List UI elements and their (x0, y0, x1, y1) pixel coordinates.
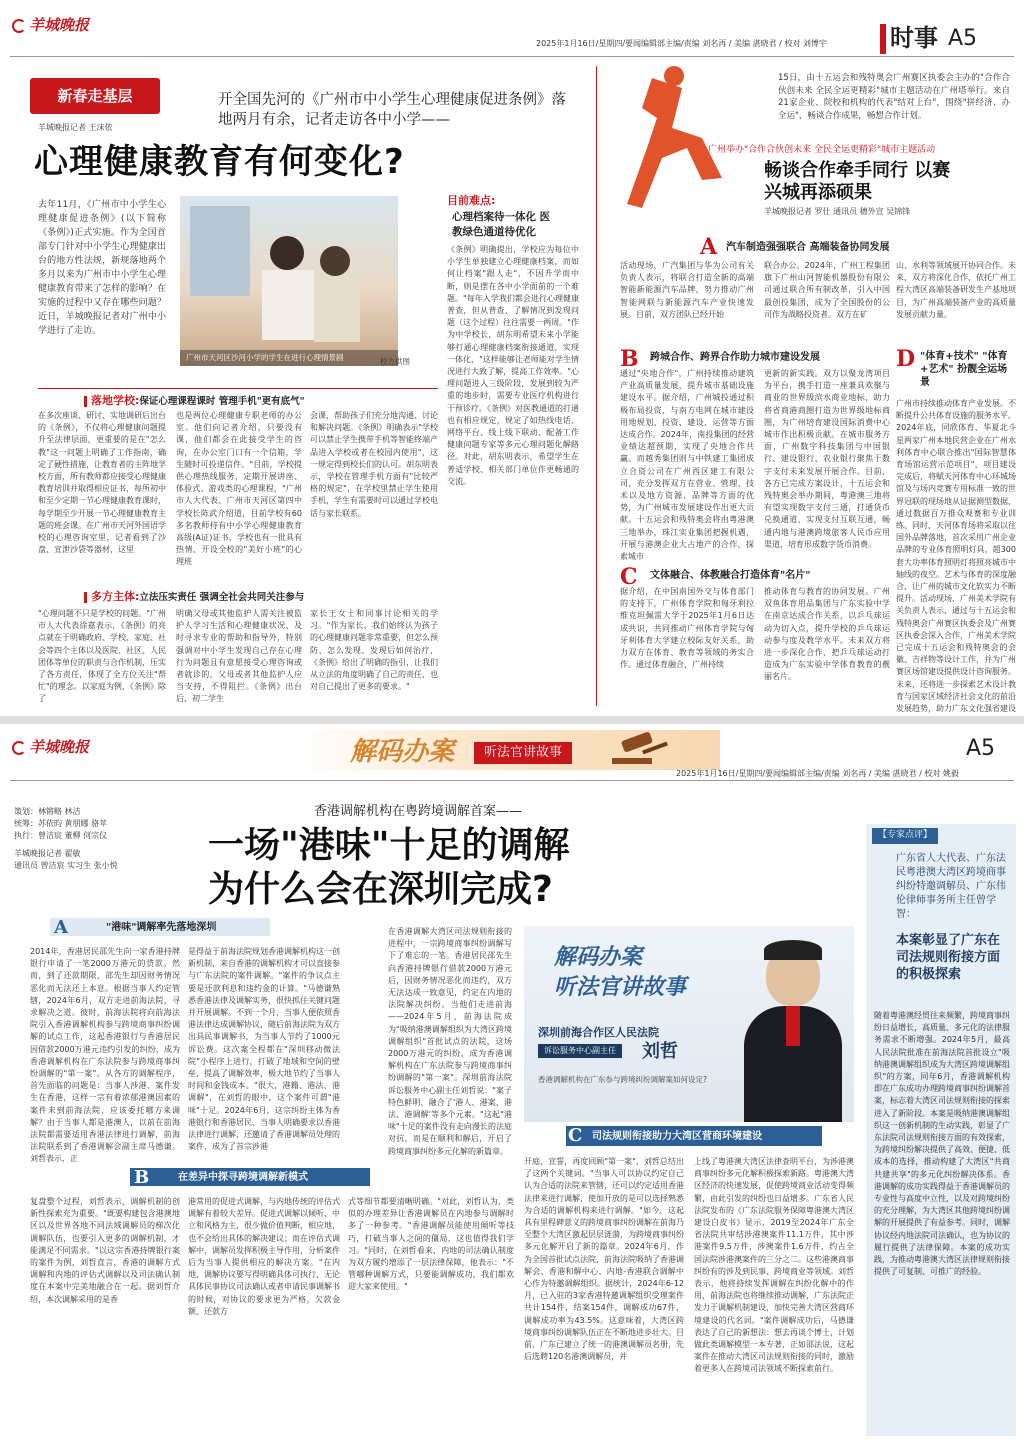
section-letter-a: A (54, 917, 68, 938)
section-letter-d: D (896, 346, 916, 372)
article-kicker: 开全国先河的《广州市中小学生心理健康促进条例》落地两月有余，记者走访各中小学—— (218, 92, 566, 128)
sec1-col2: 也是两位心理健康专职老师的办公室。他们向记者介绍，只要没有课，他们都会在此接受学生的咨询，在办公室门口有一个信箱，学生随时可投递信件。"目前，学校提供心理热线服务，定期开展讲座、体验式、游戏类的心理课程，"广州市人大代表、广州市天河区第四中学校长陈武介绍道，目前学校有60多名教师持有中小学心理健康教育高级(A证)证书，学校也有一批具有热情、开设全校的"美好小班"的心理班 (176, 411, 302, 567)
banner-label: 新春走基层 (30, 78, 160, 114)
section-rule (38, 388, 438, 389)
section-a-title: 汽车制造强强联合 高端装备协同发展 (726, 242, 890, 253)
section-b-col2: 港常用的促进式调解，与内地传统的评估式调解有着较大差异。促进式调解以倾听、中立和风格为主，很少做价值判断，相应地，也不会给出具体的解决建议；而在评估式调解中，调解员发挥积极主导作用，分析案件后为当事人提供相应的解决方案。"在内地，调解协议要写得明确具体可执行，无论具体民事协议司法确认或者申请民事调解书的时候，对协议的要求更为严格，欠款金额、还款方 (188, 1197, 340, 1316)
portrait-tie (786, 1006, 800, 1046)
section-c-title: 司法规则衔接助力大湾区营商环境建设 (592, 1131, 762, 1142)
card-role: 诉讼服务中心副主任 (538, 1044, 622, 1058)
photo-credit: 校方供图 (380, 357, 410, 366)
subhead-bar (84, 396, 87, 407)
section-a-title: "港味"调解率先落地深圳 (106, 922, 217, 933)
card-title-2: 听法官讲故事 (554, 974, 687, 1000)
judge-card (524, 926, 854, 1122)
runner-graphic (612, 68, 772, 218)
headline-line-1: 一场"港味"十足的调解 (208, 825, 570, 866)
section-a-col2: 是得益于前海法院规划香港调解机构这一创新机制，来自香港的调解机构才可以直接参与广东法院的案件调解。"案件的争议点主要是还款利息和违约金的计算。"马德谦熟悉香港法律及调解实务，很快抓住关键问题并开展调解。不到一个月，当事人便依照香港法律达成调解协议，随后前海法院为双方出具民事调解书，为当事人节约了1000元诉讼费。这次案全程都在"深圳移动微法院"小程序上进行，打破了地域和空间的壁垒，提高了调解效率，极大地节约了当事人时间和金钱成本。"很大，港籍、港法、港调解"，在刘哲的眼中，这个案件可谓"港味"十足。2024年6月，这宗纠纷主体为香港银行和香港居民、当事人明确要求以香港法律进行调解，还邀请了香港调解员处理的案件，成为了首宗涉港 (188, 947, 340, 1152)
section-a-col1: 2014年，香港居民邵先生向一家香港持牌银行申请了一笔2000万港元的贷款。然而，到了还款期限，邵先生却因财务情况恶化而无法还上本息。根据当事人约定管辖，2024年6月，双方走进前海法院，寻求解决之道。彼时，前海法院将向前海法院引入香港调解机构参与跨境商事纠纷调解的试点工作，这起香港银行与香港居民因借款2000万港元违约引发的纠纷，成为香港调解机构在广东法院参与跨境商事纠纷调解的"第一案"。从各方的调解程序，首先面临的问题是：当事人涉港、案件发生在香港，这样一宗有着浓郁港澳因素的案件未到前海法院，应该委托哪方来调解？由于当事人都是港澳人，以前在前海法院都需要适用香港法律进行调解，前海法院联系到了香港调解会副主席马德谦。刘哲表示，正 (30, 947, 180, 1164)
staff-credits (14, 806, 118, 872)
newspaper-logo: 羊城晚报 (12, 736, 89, 759)
section-b-col1: 复盘整个过程，刘哲表示，调解机制的创新性探索充为重要。"既要构建包含港澳地区以及世界各地不同法域调解员的梯次化调解队伍，也要引入更多的调解机制，才能满足不同需求。"以这宗香港持牌银行案的案件为例，刘哲直言，香港的调解方式调解和内地的评估式调解以及司法确认制度在本案中完美地融合在一起。据刘哲介绍，本次调解采用的是香 (30, 1197, 180, 1304)
dateline: 2025年1月16日/星期四/要闻编辑部主编/责编 刘名再 / 美编 湛晓君 / 校对 姚毅 (676, 769, 959, 778)
runner-icon (627, 78, 722, 208)
byline: 羊城晚报记者 翟敏 (14, 849, 81, 858)
header-rule (10, 780, 1014, 781)
photo-shelf (190, 206, 250, 296)
section-d-title: "体育+技术" "体育+艺术" 扮靓全运场景 (920, 351, 1008, 388)
difficulty-label: 目前难点: (447, 194, 496, 207)
section-letter-b: B (620, 346, 639, 372)
page-gap (0, 716, 1024, 724)
photo-caption: 广州市天河区沙河小学的学生在进行心理情景剧 (180, 350, 398, 366)
section-d-body: 广州市持续推动体育产业发展。不断提升公共体育设施的服务水平。2024年底，同欣体育、华夏北斗星两家广州本地民营企业在广州水利体育中心联合推出"国际智慧体育场馆运营示范项目"，项目建设完成后，将赋天河体育中心环城场馆及与场内竞赛专用标准一致的世界冠联的现场地从证据测型数据，通过数据百万推众观赛和专业训练。同时，天河体育场将采取以往国外品牌落地，首次采用广州企业品牌的专业体育照明灯具，超300套大功率体育照明灯将照亮城市中轴线的夜空。艺术与体育的深度融合，让广州的城市文化软实力不断提升。活动现场，广州美术学院有关负责人表示，通过与十五运会和残特奥会广州赛区执委会及广州赛区执委会深入合作，广州美术学院已完成十五运会和残特奥会的会徽、吉祥物等设计工作，并为广州赛区场馆建设提供设计咨询服务。未来，还将进一步探索艺术设计教育与国家区域经济社会文化的前沿发展趋势，助力广东文化强省建设 (896, 399, 1016, 714)
sec2-col3: 家长王女士和同事讨论相关的学习。"作为家长，我们始终认为孩子的心理健康问题非常重要，但怎么预防、怎么发现、发现后如何治疗，《条例》给出了明确的指引，让我们从立法的角度明确了自己的责任，也对自己提出了更多的要求。" (310, 609, 438, 692)
section-name: 时事 (890, 24, 938, 52)
section-marker (880, 24, 886, 54)
expert-tag: 【专家点评】 (872, 828, 938, 844)
newspaper-logo: 羊城晚报 (12, 14, 89, 37)
subhead-bar (84, 592, 87, 603)
photo-figure (314, 276, 360, 342)
column-divider (596, 66, 597, 706)
banner-subtitle: 听法官讲故事 (474, 742, 572, 764)
section-a-col3: 在香港调解大湾区司法规则衔接的进程中，一宗跨境商事纠纷调解写下了难忘的一笔。香港居民邵先生向香港持牌银行借款2000万港元后，因财务情况恶化而违约，双方无法达成一致意见，约定在内地的法院解决纠纷。当他们走进前海——2024年5月，前海法院成为"吸纳港澳调解组织为大湾区跨境调解组织"首批试点的法院，这场2000万港元的纠纷，成为香港调解机构在广东法院参与跨境商事纠纷调解的"第一案"。深圳前海法院诉讼服务中心副主任刘哲说："案子特色鲜明，融合了'港人、港案、港法、港调解'等多个元素。"这起"港味"十足的案件没有走向漫长的法庭对抗，而是在顺利和解后，开启了跨境商事纠纷多元化解的新篇章。 (388, 927, 512, 1156)
section-c-col2: 推动体育与教育的协同发展。广州双鱼体育用品集团与广东实验中学在南京达成合作关系，以乒乓球运动为切入点，提升学校的乒乓球运动参与度及教学水平。未来双方将进一步深化合作，把乒乓球运动打造成为广东实验中学体育教育的靓丽名片。 (764, 587, 890, 682)
card-question: 香港调解机构在广东参与跨境纠纷调解案如何设定? (538, 1075, 707, 1084)
section-c-title: 文体融合、体教融合打造体育"名片" (650, 570, 811, 581)
staff-line: 执行：曾洁宸 董柳 何宗仪 (14, 831, 108, 840)
subhead-schools: 落地学校:保证心理课程课时 管理手机"更有底气" (84, 392, 305, 410)
section-letter-c: C (620, 564, 638, 590)
page-number: A5 (966, 736, 996, 761)
gavel-graphic (612, 730, 672, 766)
section-b-title: 在差异中探寻跨境调解新模式 (178, 1172, 308, 1183)
section-d-prelude: 山、水利等领域展开协同合作。未来，双方将深化合作，依托广州工程大湾区高端装备研发生产基地项目，为广州高端装备产业的高质量发展贡献力量。 (896, 261, 1016, 319)
section-a-col1: 活动现场，广汽集团与华为公司有关负责人表示，将联合打造全新的高端智能新能源汽车品牌，努力推动广州智能网联与新能源汽车产业快速发展。目前，双方团队已经开始 (620, 261, 754, 319)
expert-body: 随着粤港澳经贸往来频繁，跨境商事纠纷日益增长，高质量、多元化的法律服务需求不断增强。2024年5月，最高人民法院批准在前海法院首批设立"吸纳港澳调解组织成为大湾区跨境调解组织"的方案，同年6月，香港调解机构即在广东成功办理跨境商事纠纷调解首案，标志着大湾区司法规则衔接的探索进入了新阶段。本案是吸纳港澳调解组织这一创新机制的生动实践，彰显了广东法院司法规则衔接方面的有效探索，为跨境纠纷解决提供了高效、便捷、低成本的选择，推动构建了大湾区"共商共建共享"的多元化纠纷解决体系。香港调解的成功实践得益于香港调解员的专业性与高度中立性，以及对跨境纠纷的充分理解，为大湾区其他跨境纠纷调解的开展提供了有益参考。同时，调解协议经内地法院司法确认，也为协议的履行提供了法律保障。本案的成功实践，为推动粤港澳大湾区法律规则衔接提供了可复制、可推广的经验。 (874, 1011, 1010, 1277)
judge-portrait (744, 940, 842, 1122)
headline-line-2: 为什么会在深圳完成? (208, 869, 553, 910)
portrait-hair (764, 940, 822, 960)
staff-line: 策划：林锵略 林洁 (14, 807, 81, 816)
page-number: A5 (948, 26, 978, 51)
banner-title: 解码办案 (350, 737, 455, 767)
article-headline: 心理健康教育有何变化? (34, 142, 405, 182)
photo-figure (270, 236, 304, 270)
article-lead: 去年11月，《广州市中小学生心理健康促进条例》(以下简称《条例》)正式实施。作为全国首部专门针对中小学生心理健康出台的地方性法规，新规落地两个多月以来为广州市中小学生心理健康教育带来了怎样的影响？在实施的过程中又存在哪些问题？近日，羊城晚报记者对广州中小学进行了走访。 (38, 200, 166, 336)
section-letter-b: B (134, 1167, 150, 1188)
section-c-col2: 上线了粤港澳大湾区法律查明平台，为涉港澳商事纠纷多元化解积极探索新路。粤港澳大湾区经济的快速发展，促使跨境商业活动变得频繁，由此引发的纠纷也日益增多。广东省人民法院发布的《广东法院服务保障粤港澳大湾区建设白皮书》显示，2019至2024年广东全省法院共审结涉港澳案件11.1万件，其中涉港案件9.5万件，涉澳案件1.6万件，约占全国法院涉港澳案件的三分之二。这些港澳商事纠纷有的涉及到民事、跨境商业等领域。刘哲表示，他将持续发挥调解在纠纷化解中的作用，前海法院也将继续推动调解，广东法院正发力于调解机制建设，加快完善大湾区营商环境建设的代名词。"案件调解成功后，马德谦表达了自己的新想法：想去再谈个博士，计划做此类调解模型一本专著，正如邵法说，这起案件在推动大湾区司法规则衔接的同时，激励着更多人在跨境司法领域不断探索前行。 (694, 1157, 854, 1374)
article-kicker: 香港调解机构在粤跨境调解首案—— (314, 804, 523, 819)
card-name: 刘哲 (642, 1041, 678, 1062)
section-b-col1: 通过"央地合作"，广州持续推动建筑产业高质量发展，提升城市基础设施建设水平。据介绍，广州城投通过积极布局投资，与南方电网在城市建设用地规划、投资、建设、运营等方面达成合作。2024年，南投集团的经营业绩达超预期，实现了央地合作共赢。而越秀集团则与中铁建工集团成立合资公司在广州西区建工有限公司，充分发挥双方在营业、管理、技术以及地方资源、品牌等方面的优势，为广州城市发展建设作出更大贡献。十五运会和残特奥会将由粤港澳三地举办，珠江实业集团把握机遇，开展与港澳企业大占地产的合作，探索城市 (620, 369, 754, 562)
section-letter-a: A (700, 234, 718, 260)
staff-line: 统筹：苏依昀 黄朋娜 骆苹 (14, 819, 108, 828)
runner-head-icon (664, 66, 684, 86)
page-bottom (0, 724, 1024, 1442)
card-organization: 深圳前海合作区人民法院 (538, 1026, 659, 1039)
expert-box (866, 824, 1016, 1436)
photo-figure (262, 270, 314, 340)
dateline: 2025年1月16日/星期四/要闻编辑部主编/责编 刘名再 / 美编 湛晓君 / 校对 刘博宇 (536, 39, 827, 48)
difficulty-body: 《条例》明确提出，学校应为每位中小学生单独建立心理健康档案，而如何让档案"跟人走"，不因升学而中断，则是摆在各中小学面前的一个难题。"每年入学我们都会进行心理健康普查，但从普查、了解情况到发现问题（这个过程）往往需要一两周。"作为中学校长，胡东明希望未来小学能够打通心理健康档案衔接通道，实现一体化，"这样能够让老师能对学生情况进行大致了解，提高工作效率。"心理问题进入三级阶段，发展到较为严重的地步时，需要专业医疗机构进行干预诊疗。《条例》对医教通道的打通也有相应规定，规定了如热线电话、网络平台、线上线下联动、配备工作健康问题专家等多元心理问题化解路径。对此，胡东明表示，希望学生在普适学校、相关部门单位作更畅通的交流。 (447, 245, 579, 486)
article-photo (180, 196, 398, 366)
photo-figure (320, 246, 350, 276)
sec1-col1: 在多次座谈、研讨、实地调研后出台的《条例》，不仅将心理健康问题提升至法律层面，更重要的是在"怎么教"这一问题上明确了工作指南，确定了硬性措施，让教育者的主阵地学校方面，所有教师都应接受心理健康教育培训并取得相应证书，每所初中和至少定期一节心理健康教育课时，每学期至少开展一节心理健康教育主题的班会课。在广州市天河外国语学校的心理咨询室里，记者看到了沙盘、宣泄沙袋等器材，这里 (38, 411, 166, 555)
section-c-col1: 开庭、宣誓，再度回顾"第一案"，刘哲总结出了这两个关键词。"当事人可以协议约定自己认为合适的法院来管辖，还可以约定适用香港法律来进行调解，使加开放的是可以选择熟悉为合适的调解机构来进行调解。"如今，这起具有里程碑意义的跨境商事纠纷调解在前海乃至整个大湾区激起层层涟漪，为跨境商事纠纷多元化解开启了新的篇章。2024年6月，作为全国首批试点法院，前海法院吸纳了香港调解会、香港和解中心、内地-香港联合调解中心作为特邀调解组织。据统计，2024年6-12月，已入驻的3家香港特邀调解组织受理案件共计154件，结案154件，调解成功67件，调解成功率为43.5%。这意味着，大湾区跨境商事纠纷调解队伍正在不断地进步壮大。目前，广东已建立了统一的港澳调解员名册，先后选聘120名港澳调解员，并 (524, 1157, 684, 1362)
section-b-title: 跨城合作、跨界合作助力城市建设发展 (650, 352, 820, 363)
expert-name: 广东省人大代表、广东法民粤港澳大湾区跨境商事纠纷特邀调解员、广东伟伦律师事务所主任曾学智： (896, 853, 1006, 920)
sec2-col2: 明确父母或其他监护人需关注被监护人学习生活和心理健康状况、及时寻求专业的帮助和指导外，特别强调对中小学生发现自己存在心理行为问题且有意愿接受心理咨询或者就诊的，父母或者其他监护人应当支持，不得阻拦。《条例》出台后，初二学生 (176, 609, 302, 704)
sec2-col1: "心理问题不只是学校的问题。"广州市人大代表徐嘉表示，《条例》的亮点就在于明确政府、学校、家庭、社会等四个主体以及医院、社区、人民团体等单位的职责与合作机制，压实了各方责任，体现了全方位关注"帮忙"的理念。以家庭为例，《条例》除了 (38, 609, 166, 704)
section-b-col2: 更新的新实践。双方以聚龙湾项目为平台，携手打造一座兼具欢聚与商业的世界级滨水商业地标，助力将省商港商圈打造为世界级地标商圈，为广州培育建设国际消费中心城市作出积极贡献。在城市服务方面，广州数字科技集团与中国银行、建设银行、农业银行聚焦于数字支付未来发展开展合作。目前，各方已完成方案设计，十五运会和残特奥会举办期间，粤港澳三地将有望实现数字支付三通，打通货币兑换通道，实现支付互联互通，畅通内地与港澳跨境旅客人民币应用渠道，培育形成数字货币消费。 (764, 369, 890, 549)
subhead-parties: 多方主体:立法压实责任 强调全社会共同关注参与 (84, 588, 304, 606)
section-a-col2: 联合办公。2024年，广州工程集团旗下广州山河智能机器股份有限公司通过联合所有制改革，引入中国最创投集团，成为了全国股份的公司作为战略投资者。双方在矿 (764, 261, 890, 319)
section-letter-c: C (568, 1125, 583, 1146)
logo-mark-icon (12, 19, 26, 33)
article-byline: 羊城晚报记者 王沫依 (38, 123, 113, 132)
logo-mark-icon (12, 741, 26, 755)
section-b-col3: 式等细节都要清晰明确。"对此，刘哲认为，类似的办理差异让香港调解员在内地参与调解时多了一种参考。"香港调解员能使用倾听等技巧，打破当事人之间的僵局，这也值得我们学习。"同时，在刘哲看来，内地的司法确认制度为双方履约增添了一层法律保障，他表示："不管哪种调解方式，只要能调解成功，我们都欢迎大家来使用。" (348, 1197, 514, 1292)
byline-2: 通讯员 曾洁宸 实习生 张小悦 (14, 861, 118, 870)
card-title-1: 解码办案 (554, 944, 643, 970)
right-kicker: 广州举办"合作合伙创未来 全民全运更精彩"城市主题活动 (708, 145, 936, 155)
sec1-col3: 会课，帮助孩子们充分地沟通、讨论和解决问题。《条例》明确表示"学校可以禁止学生携带手机等智能终端产品进入学校或者在校园内使用"，这一规定得到校长们的认可。胡东明表示，学校在管理手机方面有"比较严格的规定"，在学校里禁止学生使用手机，学生有需要时可以通过学校电话与家长联系。 (310, 411, 438, 518)
header-rule (10, 56, 1014, 57)
difficulty-title: 心理档案待一体化 医教绿色通道待优化 (452, 211, 551, 238)
right-intro: 15日，由十五运会和残特奥会广州赛区执委会主办的"合作合伙创未来 全民全运更精彩"城市主题活动在广州塔举行。来自21家企业、院校和机构的代表"结对上台"，围绕"拼经济、办全运"，畅谈合作成果，畅想合作计划。 (778, 73, 1010, 121)
right-headline: 畅谈合作牵手同行 以赛兴城再添硕果 (764, 160, 951, 203)
section-c-col1: 据介绍，在中国南国外交与体育部门的支持下，广州体育学院和匈牙利拉维克坦佩雷大学于2025年1月6日达成共识，共同推动广州体育学院与匈牙利体育大学建立校际友好关系，助力双方在体育、教育等领域的务实合作。通过体育融合，广州持续 (620, 587, 754, 670)
expert-headline: 本案彰显了广东在司法规则衔接方面的积极探索 (896, 933, 1001, 982)
right-byline: 羊城晚报记者 罗仕 通讯员 穗外宣 吴锦锋 (764, 207, 911, 216)
